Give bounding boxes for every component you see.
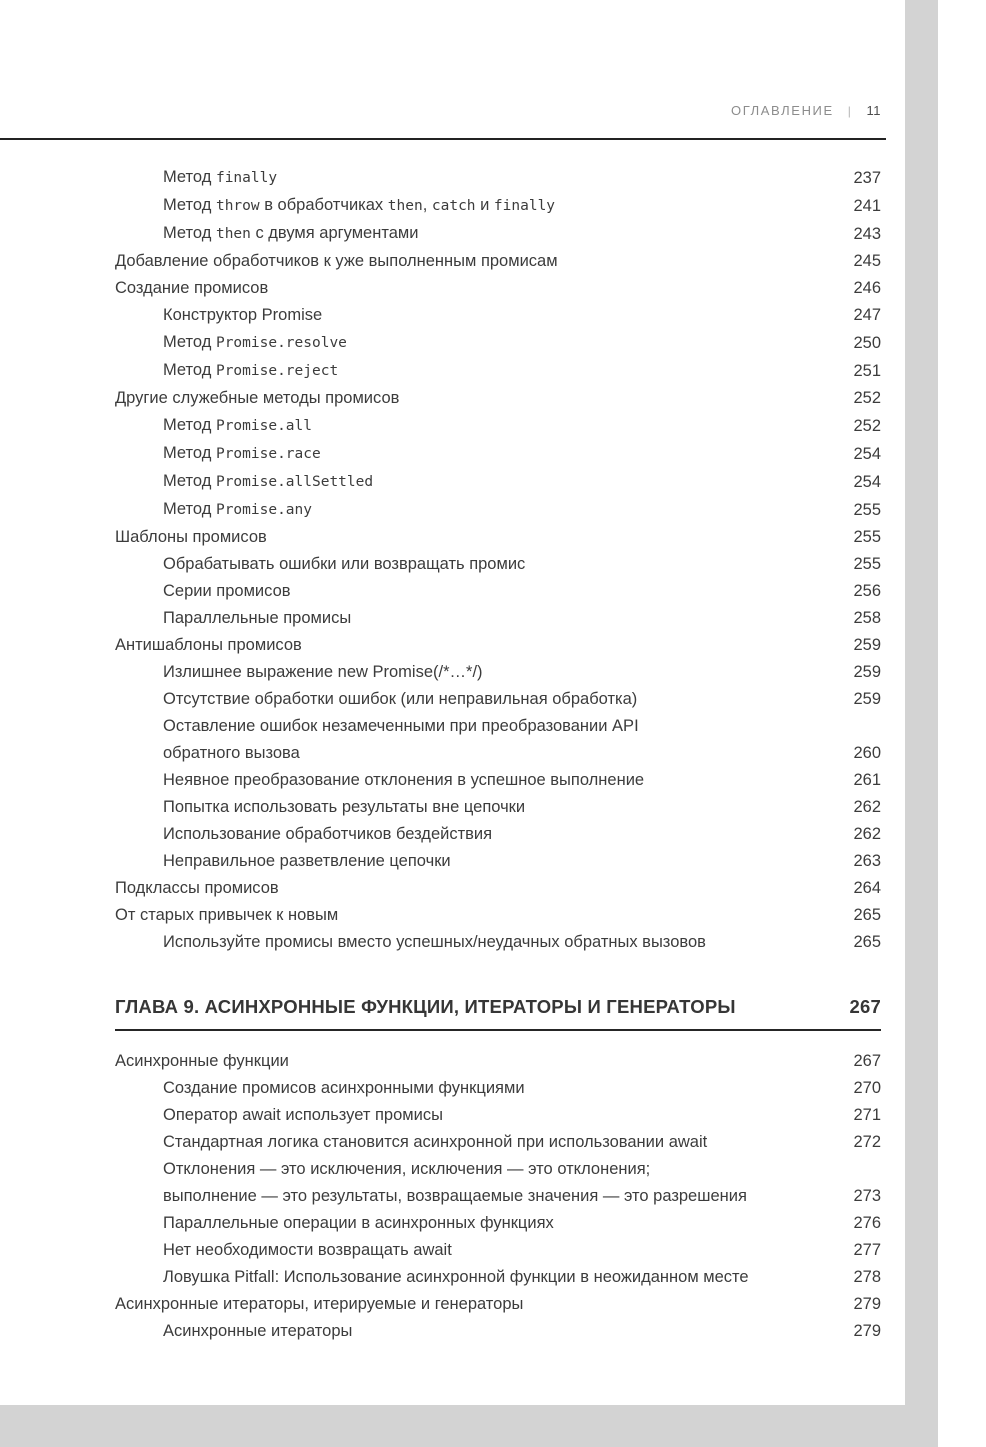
header-rule <box>0 138 886 140</box>
toc-entry-page: 251 <box>853 362 881 380</box>
toc-entry-title: Асинхронные функции <box>115 1052 289 1070</box>
toc-entry <box>115 1075 881 1102</box>
toc-entry-page: 252 <box>853 417 881 435</box>
toc-entry <box>115 440 881 468</box>
toc-entry-title: От старых привычек к новым <box>115 906 339 924</box>
toc-entry-title: Нет необходимости возвращать await <box>163 1241 452 1259</box>
toc-entry-page: 245 <box>853 252 881 270</box>
toc-entry-page: 247 <box>853 306 881 324</box>
toc-entry-page: 252 <box>853 389 881 407</box>
toc-entry <box>115 605 881 632</box>
toc-entry-page: 270 <box>853 1079 881 1097</box>
toc-entry-title: Другие служебные методы промисов <box>115 389 400 407</box>
toc-entry-page: 261 <box>853 771 881 789</box>
toc-entry-title: Метод Promise.any <box>163 500 312 518</box>
toc-entry <box>115 578 881 605</box>
toc-entry-title: Неявное преобразование отклонения в успешное выполнение <box>163 771 645 789</box>
toc-entry-page: 262 <box>853 825 881 843</box>
toc-entry-page: 279 <box>853 1322 881 1340</box>
toc-entry <box>115 686 881 713</box>
toc-entry-title: Метод Promise.all <box>163 416 312 434</box>
toc-entry-title: Метод finally <box>163 168 278 186</box>
toc-entry <box>115 220 881 248</box>
toc-entry <box>115 1048 881 1075</box>
toc-entry-title: Оставление ошибок незамеченными при преобразовании API обратного вызова <box>163 717 639 762</box>
toc-entry-title: Антишаблоны промисов <box>115 636 302 654</box>
toc-entry-page: 265 <box>853 933 881 951</box>
chapter-heading <box>115 993 881 1020</box>
toc-entry-page: 259 <box>853 690 881 708</box>
toc-entry <box>115 496 881 524</box>
toc-entry <box>115 1264 881 1291</box>
toc-entry-page: 259 <box>853 636 881 654</box>
toc-entry <box>115 767 881 794</box>
toc-entry-page: 256 <box>853 582 881 600</box>
toc-entry <box>115 1237 881 1264</box>
toc-entry-page: 237 <box>853 169 881 187</box>
page-right-edge <box>905 0 938 1447</box>
toc-entry-title: Излишнее выражение new Promise(/*…*/) <box>163 663 483 681</box>
toc-entry <box>115 192 881 220</box>
toc-entry-page: 279 <box>853 1295 881 1313</box>
toc-entry-title: Метод Promise.reject <box>163 361 339 379</box>
page-header <box>731 103 881 118</box>
toc-entry-title: Метод Promise.resolve <box>163 333 347 351</box>
toc-entry-page: 243 <box>853 225 881 243</box>
toc-entry-page: 273 <box>853 1187 881 1205</box>
toc-entry-title: Отклонения — это исключения, исключения — это отклонения; выполнение — это результаты, возвращаемые значения — это разрешения <box>163 1160 747 1205</box>
toc-entry-page: 250 <box>853 334 881 352</box>
header-section-label: ОГЛАВЛЕНИЕ <box>731 103 834 118</box>
toc-entry-page: 265 <box>853 906 881 924</box>
toc-entry-page: 277 <box>853 1241 881 1259</box>
toc-entry-page: 260 <box>853 744 881 762</box>
toc-entry <box>115 1210 881 1237</box>
toc-entry <box>115 1291 881 1318</box>
toc-entry <box>115 1156 881 1210</box>
toc-entry-title: Неправильное разветвление цепочки <box>163 852 451 870</box>
toc-entry-page: 267 <box>853 1052 881 1070</box>
toc-entry <box>115 1129 881 1156</box>
toc-entry-page: 263 <box>853 852 881 870</box>
toc-entry-page: 278 <box>853 1268 881 1286</box>
header-page-number: 11 <box>866 103 881 118</box>
toc-entry-page: 264 <box>853 879 881 897</box>
toc-entry-page: 271 <box>853 1106 881 1124</box>
toc-entry-title: Попытка использовать результаты вне цепочки <box>163 798 526 816</box>
toc-entry <box>115 848 881 875</box>
toc-entry <box>115 248 881 275</box>
toc-entry-page: 255 <box>853 555 881 573</box>
toc-entry <box>115 632 881 659</box>
page-bottom-edge <box>0 1405 938 1447</box>
toc-entry-title: Метод Promise.race <box>163 444 321 462</box>
toc-entry-title: Добавление обработчиков к уже выполненным промисам <box>115 252 558 270</box>
chapter-rule <box>115 1029 881 1031</box>
toc-entry-title: Подклассы промисов <box>115 879 279 897</box>
toc-entry <box>115 821 881 848</box>
toc-entry-page: 259 <box>853 663 881 681</box>
toc-entry-title: Используйте промисы вместо успешных/неудачных обратных вызовов <box>163 933 706 951</box>
toc-entry-title: Асинхронные итераторы <box>163 1322 353 1340</box>
toc-entry-title: Стандартная логика становится асинхронной при использовании await <box>163 1133 708 1151</box>
toc-entry-title: Создание промисов асинхронными функциями <box>163 1079 525 1097</box>
header-separator: | <box>847 104 853 118</box>
chapter-page-number: 267 <box>849 996 881 1017</box>
toc-entry-title: Создание промисов <box>115 279 269 297</box>
toc-entry-page: 276 <box>853 1214 881 1232</box>
toc-entry-page: 255 <box>853 528 881 546</box>
toc-entry <box>115 357 881 385</box>
toc-entry <box>115 551 881 578</box>
toc-entry-title: Шаблоны промисов <box>115 528 267 546</box>
toc-entry <box>115 713 881 767</box>
toc-entry <box>115 302 881 329</box>
toc-entry <box>115 468 881 496</box>
toc-entry-page: 262 <box>853 798 881 816</box>
toc-entry-title: Метод throw в обработчиках then, catch и finally <box>163 196 556 214</box>
toc-entry-page: 258 <box>853 609 881 627</box>
toc-entry-title: Обрабатывать ошибки или возвращать промис <box>163 555 526 573</box>
toc-entry <box>115 1318 881 1345</box>
toc-entry <box>115 659 881 686</box>
toc-entry-title: Асинхронные итераторы, итерируемые и генераторы <box>115 1295 524 1313</box>
toc-entry-title: Ловушка Pitfall: Использование асинхронной функции в неожиданном месте <box>163 1268 749 1286</box>
toc-entry-title: Параллельные промисы <box>163 609 352 627</box>
toc-entry-page: 254 <box>853 445 881 463</box>
toc-entry <box>115 412 881 440</box>
toc-entry-page: 241 <box>853 197 881 215</box>
toc-entry-title: Использование обработчиков бездействия <box>163 825 493 843</box>
toc-entry-page: 254 <box>853 473 881 491</box>
toc-entry-title: Параллельные операции в асинхронных функциях <box>163 1214 554 1232</box>
toc-list-bottom <box>115 1048 881 1345</box>
toc-entry-title: Метод then с двумя аргументами <box>163 224 419 242</box>
toc-entry-page: 272 <box>853 1133 881 1151</box>
toc-entry <box>115 875 881 902</box>
toc-entry <box>115 794 881 821</box>
toc-entry-title: Конструктор Promise <box>163 306 323 324</box>
toc-entry <box>115 902 881 929</box>
toc-entry <box>115 275 881 302</box>
chapter-title: ГЛАВА 9. АСИНХРОННЫЕ ФУНКЦИИ, ИТЕРАТОРЫ И ГЕНЕРАТОРЫ <box>115 996 736 1017</box>
toc-entry <box>115 385 881 412</box>
toc-entry <box>115 1102 881 1129</box>
table-of-contents <box>115 164 881 1345</box>
toc-entry <box>115 524 881 551</box>
toc-entry-page: 246 <box>853 279 881 297</box>
toc-entry-page: 255 <box>853 501 881 519</box>
toc-list-top <box>115 164 881 956</box>
toc-entry-title: Серии промисов <box>163 582 291 600</box>
toc-entry-title: Отсутствие обработки ошибок (или неправильная обработка) <box>163 690 638 708</box>
toc-entry-title: Оператор await использует промисы <box>163 1106 443 1124</box>
toc-entry <box>115 929 881 956</box>
toc-entry <box>115 164 881 192</box>
toc-entry <box>115 329 881 357</box>
toc-entry-title: Метод Promise.allSettled <box>163 472 374 490</box>
